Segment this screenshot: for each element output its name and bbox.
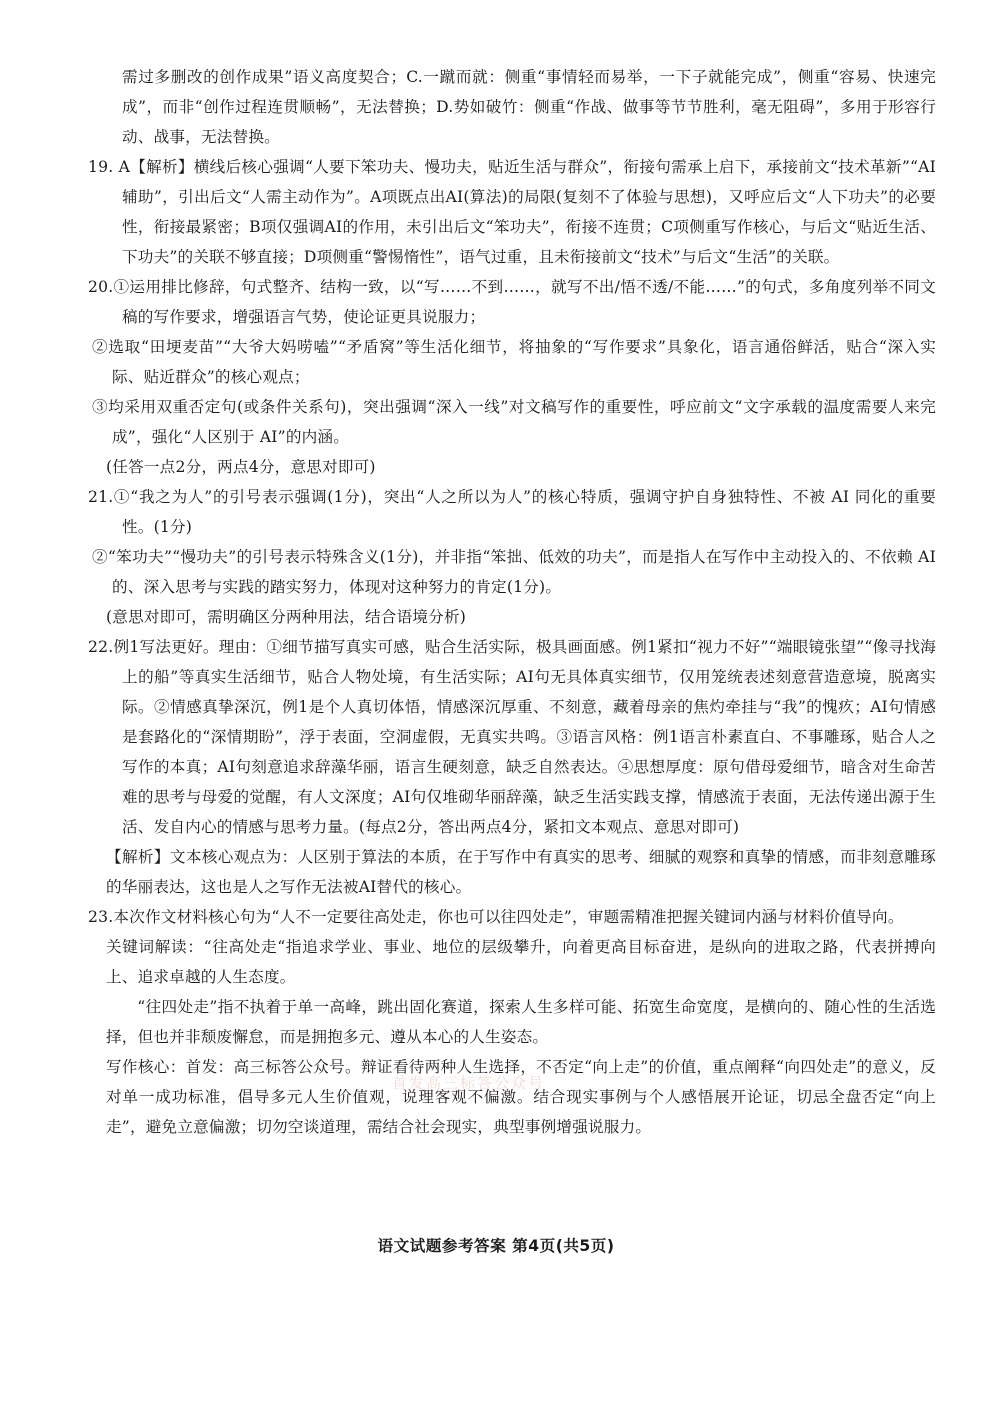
q22-analysis: 【解析】文本核心观点为：人区别于算法的本质，在于写作中有真实的思考、细腻的观察和真挚的情感，而非刻意雕琢的华丽表达，这也是人之写作无法被AI替代的核心。	[106, 848, 936, 896]
q23-keyword-analysis: 关键词解读：“往高处走“指追求学业、事业、地位的层级攀升，向着更高目标奋进，是纵向的进取之路，代表拼搏向上、追求卓越的人生态度。	[106, 938, 936, 986]
q20-point-1: 20.①运用排比修辞，句式整齐、结构一致，以“写……不到……，就写不出/悟不透/不能……”的句式，多角度列举不同文稿的写作要求，增强语言气势，使论证更具说服力；	[88, 278, 936, 326]
q18-continuation: 需过多删改的创作成果”语义高度契合；C.一蹴而就：侧重“事情轻而易举，一下子就能完成”，侧重“容易、快速完成”，而非“创作过程连贯顺畅”，无法替换；D.势如破竹：侧重“作战、做事等节节胜利，毫无阻碍”，多用于形容行动、战事，无法替换。	[122, 68, 936, 146]
q20-scoring-note: (任答一点2分，两点4分，意思对即可)	[106, 458, 376, 476]
watermark: 首发高三标答公众号	[392, 1074, 546, 1092]
q21-point-1: 21.①“我之为人”的引号表示强调(1分)，突出“人之所以为人”的核心特质，强调守护自身独特性、不被 AI 同化的重要性。(1分)	[88, 488, 936, 536]
q22-answer: 22.例1写法更好。理由：①细节描写真实可感，贴合生活实际，极具画面感。例1紧扣“视力不好”“端眼镜张望”“像寻找海上的船”等真实生活细节，贴合人物处境，有生活实际；AI句无具体真实细节，仅用笼统表述刻意营造意境，脱离实际。②情感真挚深沉，例1是个人真切体悟，情感深沉厚重、不刻意，藏着母亲的焦灼牵挂与“我”的愧疚；AI句情感是套路化的“深情期盼”，浮于表面，空洞虚假，无真实共鸣。③语言风格：例1语言朴素直白、不事雕琢，贴合人之写作的本真；AI句刻意追求辞藻华丽，语言生硬刻意，缺乏自然表达。④思想厚度：原句借母爱细节，暗含对生命苦难的思考与母爱的觉醒，有人文深度；AI句仅堆砌华丽辞藻，缺乏生活实践支撑，情感流于表面，无法传递出源于生活、发自内心的情感与思考力量。(每点2分，答出两点4分，紧扣文本观点、意思对即可)	[88, 638, 936, 836]
q20-point-3: ③均采用双重否定句(或条件关系句)，突出强调“深入一线”对文稿写作的重要性，呼应前文“文字承载的温度需要人来完成”，强化“人区别于 AI”的内涵。	[92, 398, 936, 446]
q21-scoring-note: (意思对即可，需明确区分两种用法，结合语境分析)	[106, 608, 467, 626]
q21-point-2: ②“笨功夫”“慢功夫”的引号表示特殊含义(1分)，并非指“笨拙、低效的功夫”，而是指人在写作中主动投入的、不依赖 AI 的、深入思考与实践的踏实努力，体现对这种努力的肯定(1分)。	[92, 548, 936, 596]
q23-writing-core: 写作核心：首发：高三标答公众号。辩证看待两种人生选择，不否定“向上走”的价值，重点阐释“向四处走”的意义，反对单一成功标准，倡导多元人生价值观，说理客观不偏激。结合现实事例与个人感悟展开论证，切忌全盘否定“向上走”，避免立意偏激；切勿空谈道理，需结合社会现实，典型事例增强说服力。	[106, 1058, 936, 1136]
page-footer: 语文试题参考答案 第4页(共5页)	[377, 1237, 615, 1255]
q20-point-2: ②选取“田埂麦苗”“大爷大妈唠嗑”“矛盾窝”等生活化细节，将抽象的“写作要求”具象化，语言通俗鲜活，贴合“深入实际、贴近群众”的核心观点；	[92, 338, 936, 386]
q23-keyword-analysis-2: “往四处走”指不执着于单一高峰，跳出固化赛道，探索人生多样可能、拓宽生命宽度，是横向的、随心性的生活选择，但也并非颓废懈怠，而是拥抱多元、遵从本心的人生姿态。	[106, 998, 936, 1046]
q23-intro: 23.本次作文材料核心句为“人不一定要往高处走，你也可以往四处走”，审题需精准把握关键词内涵与材料价值导向。	[88, 908, 904, 926]
q19-answer: 19. A【解析】横线后核心强调“人要下笨功夫、慢功夫，贴近生活与群众”，衔接句需承上启下，承接前文“技术革新”“AI辅助”，引出后文“人需主动作为”。A项既点出AI(算法)的局限(复刻不了体验与思想)，又呼应后文“人下功夫”的必要性，衔接最紧密；B项仅强调AI的作用，未引出后文“笨功夫”，衔接不连贯；C项侧重写作核心，与后文“贴近生活、下功夫”的关联不够直接；D项侧重“警惕惰性”，语气过重，且未衔接前文“技术”与后文“生活”的关联。	[88, 158, 936, 266]
answer-content	[88, 62, 936, 1142]
